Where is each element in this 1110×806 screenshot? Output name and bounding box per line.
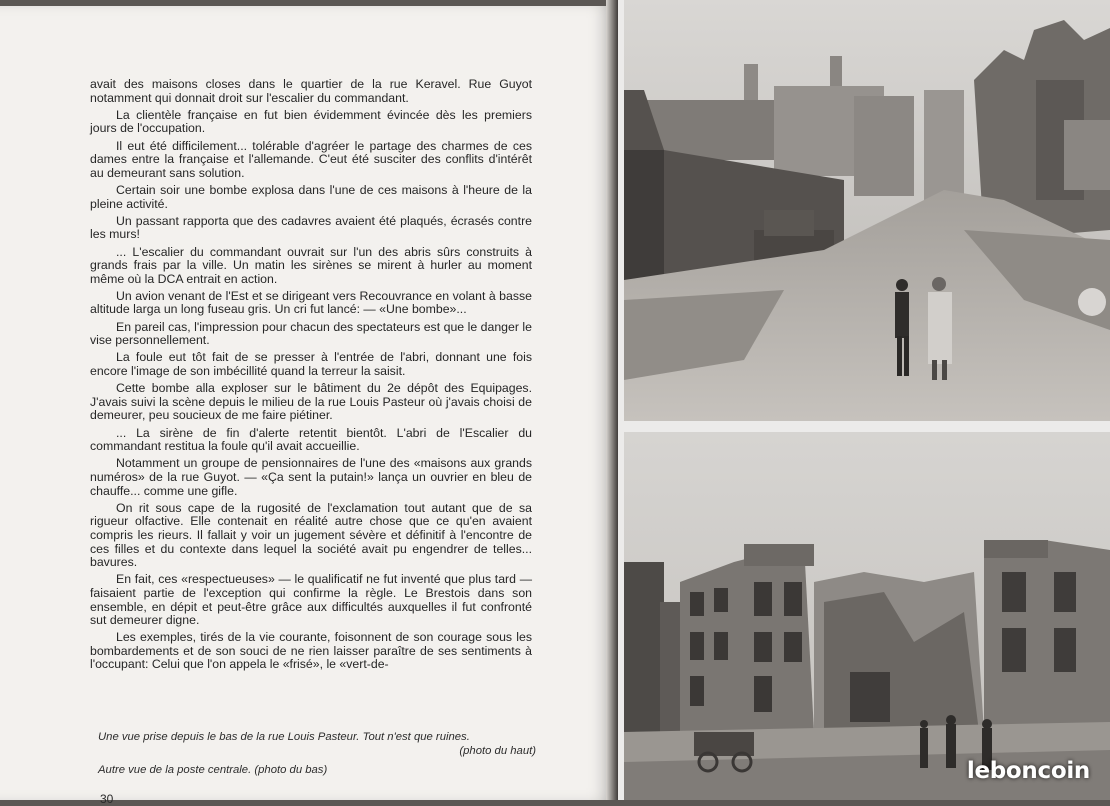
paragraph: Certain soir une bombe explosa dans l'une de ces maisons à l'heure de la pleine activité.: [90, 182, 532, 211]
paragraph: Il eut été difficilement... tolérable d'agréer le partage des charmes de ces dames entre la française et l'allemande. C'eut été susciter des conflits d'intérêt au demeurant sans solution.: [90, 138, 532, 180]
leboncoin-watermark: leboncoin: [966, 758, 1090, 784]
book-gutter: [606, 0, 618, 800]
paragraph: La clientèle française en fut bien évidemment évincée dès les premiers jours de l'occupation.: [90, 107, 532, 136]
right-page: [618, 0, 1110, 800]
photo-street-ruins: [624, 0, 1110, 421]
paragraph: On rit sous cape de la rugosité de l'exclamation tout autant que de sa rigueur olfactive. Elle contenait en réalité autre chose que ce qu'en avaient compris les rieurs. Il fallait y voir un jugement sévère et définitif à l'encontre de ces filles et du contexte dans lequel la société avait pu engendrer de telles... bavures.: [90, 500, 532, 570]
left-page: [0, 6, 612, 806]
caption-top-credit: (photo du haut): [459, 745, 536, 757]
paragraph: Cette bombe alla exploser sur le bâtiment du 2e dépôt des Equipages. J'avais suivi la scène depuis le milieu de la rue Louis Pasteur où j'avais choisi de demeurer, peu soucieux de me faire piétiner.: [90, 381, 532, 423]
caption-bottom: Autre vue de la poste centrale. (photo du bas): [98, 764, 328, 776]
paragraph: avait des maisons closes dans le quartier de la rue Keravel. Rue Guyot notamment qui donnait droit sur l'escalier du commandant.: [90, 77, 532, 105]
paragraph: La foule eut tôt fait de se presser à l'entrée de l'abri, donnant une fois encore l'image de son imbécillité quand la terreur la saisit.: [90, 350, 532, 379]
caption-top: [98, 730, 538, 758]
paragraph: Notamment un groupe de pensionnaires de l'une des «maisons aux grands numéros» de la rue Guyot. — «Ça sent la putain!» lança un ouvrier en bleu de chauffe... comme une gifle.: [90, 456, 532, 498]
paragraph: ... La sirène de fin d'alerte retentit bientôt. L'abri de l'Escalier du commandant restitua la foule qu'il avait accueillie.: [90, 425, 532, 454]
paragraph: Un passant rapporta que des cadavres avaient été plaqués, écrasés contre les murs!: [90, 213, 532, 242]
caption-top-text: Une vue prise depuis le bas de la rue Louis Pasteur. Tout n'est que ruines.: [98, 731, 470, 743]
paragraph: Les exemples, tirés de la vie courante, foisonnent de son courage sous les bombardements et de son souci de ne rien laisser paraître de ses sentiments à l'occupant: Celui que l'on appela le «frisé», le «vert-de-: [90, 630, 532, 672]
page-number: 30: [100, 792, 114, 806]
photo-post-office-ruins: [624, 432, 1110, 800]
paragraph: ... L'escalier du commandant ouvrait sur l'un des abris sûrs construits à grands frais par la ville. Un matin les sirènes se mirent à hurler au moment même où la DCA entrait en action.: [90, 244, 532, 286]
paragraph: Un avion venant de l'Est et se dirigeant vers Recouvrance en volant à basse altitude larga un long fuseau gris. Un cri fut lancé: — «Une bombe»...: [90, 288, 532, 317]
body-text: [90, 78, 532, 676]
paragraph: En pareil cas, l'impression pour chacun des spectateurs est que le danger le vise personnellement.: [90, 319, 532, 348]
paragraph: En fait, ces «respectueuses» — le qualificatif ne fut inventé que plus tard — faisaient partie de l'exception qui confirme la règle. Le Brestois dans son ensemble, en dépit et peut-être grâce aux difficultés auxquelles il fut confronté sut demeurer digne.: [90, 572, 532, 628]
